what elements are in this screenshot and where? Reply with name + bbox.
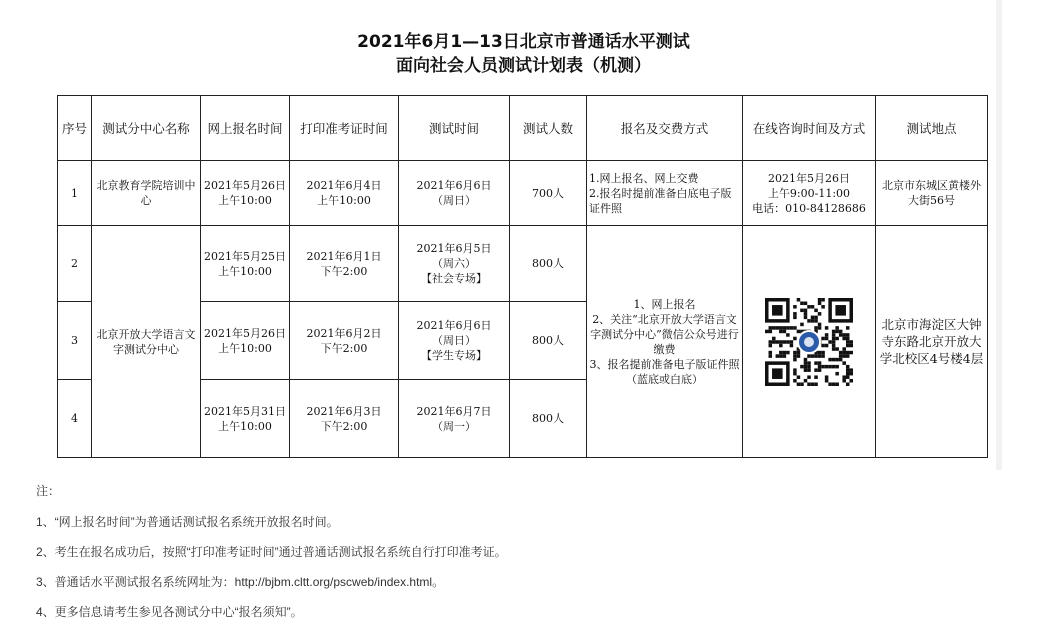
table-row	[58, 226, 988, 302]
center-name: 北京开放大学语言文字测试分中心	[92, 226, 201, 458]
row-no: 4	[58, 380, 92, 458]
print-time: 2021年6月4日 上午10:00	[290, 161, 399, 226]
print-time: 2021年6月2日 下午2:00	[290, 302, 399, 380]
center-name: 北京教育学院培训中心	[92, 161, 201, 226]
reg-time: 2021年5月31日 上午10:00	[201, 380, 290, 458]
test-count: 800人	[510, 380, 587, 458]
reg-time: 2021年5月26日 上午10:00	[201, 161, 290, 226]
header-no: 序号	[58, 96, 92, 161]
header-count: 测试人数	[510, 96, 587, 161]
note-item: 1、“网上报名时间”为普通话测试报名系统开放报名时间。	[36, 515, 339, 529]
table-header-row	[58, 96, 988, 161]
table-row	[58, 161, 988, 226]
print-time: 2021年6月3日 下午2:00	[290, 380, 399, 458]
header-test-time: 测试时间	[399, 96, 510, 161]
test-time: 2021年6月5日 （周六） 【社会专场】	[399, 226, 510, 302]
test-time: 2021年6月6日 （周日） 【学生专场】	[399, 302, 510, 380]
reg-time: 2021年5月26日 上午10:00	[201, 302, 290, 380]
header-print-time: 打印准考证时间	[290, 96, 399, 161]
header-place: 测试地点	[876, 96, 988, 161]
consult-info: 2021年5月26日 上午9:00-11:00 电话：010-84128686	[743, 161, 876, 226]
test-count: 800人	[510, 302, 587, 380]
test-place: 北京市海淀区大钟寺东路北京开放大学北校区4号楼4层	[876, 226, 988, 458]
pay-method: 1、网上报名 2、关注“北京开放大学语言文字测试分中心”微信公众号进行缴费 3、报名提前准备电子版证件照（蓝底或白底）	[587, 226, 743, 458]
pay-method: 1.网上报名、网上交费 2.报名时提前准备白底电子版证件照	[587, 161, 743, 226]
test-time: 2021年6月7日 （周一）	[399, 380, 510, 458]
note-item: 2、考生在报名成功后，按照“打印准考证时间”通过普通话测试报名系统自行打印准考证。	[36, 545, 507, 559]
qr-code-icon	[761, 283, 857, 401]
page-title: 2021年6月1—13日北京市普通话水平测试	[357, 32, 690, 52]
row-no: 1	[58, 161, 92, 226]
header-pay: 报名及交费方式	[587, 96, 743, 161]
consult-qr-cell	[743, 226, 876, 458]
header-consult: 在线咨询时间及方式	[743, 96, 876, 161]
test-count: 800人	[510, 226, 587, 302]
print-time: 2021年6月1日 下午2:00	[290, 226, 399, 302]
test-count: 700人	[510, 161, 587, 226]
row-no: 3	[58, 302, 92, 380]
reg-time: 2021年5月25日 上午10:00	[201, 226, 290, 302]
row-no: 2	[58, 226, 92, 302]
header-reg-time: 网上报名时间	[201, 96, 290, 161]
test-time: 2021年6月6日 （周日）	[399, 161, 510, 226]
notes-label: 注：	[36, 484, 61, 498]
note-item: 3、普通话水平测试报名系统网址为：http://bjbm.cltt.org/pscweb/index.html。	[36, 575, 445, 589]
test-plan-table	[57, 95, 988, 458]
note-item: 4、更多信息请考生参见各测试分中心“报名须知”。	[36, 605, 303, 619]
header-center: 测试分中心名称	[92, 96, 201, 161]
page-subtitle: 面向社会人员测试计划表（机测）	[396, 56, 651, 76]
test-place: 北京市东城区黄楼外大街56号	[876, 161, 988, 226]
